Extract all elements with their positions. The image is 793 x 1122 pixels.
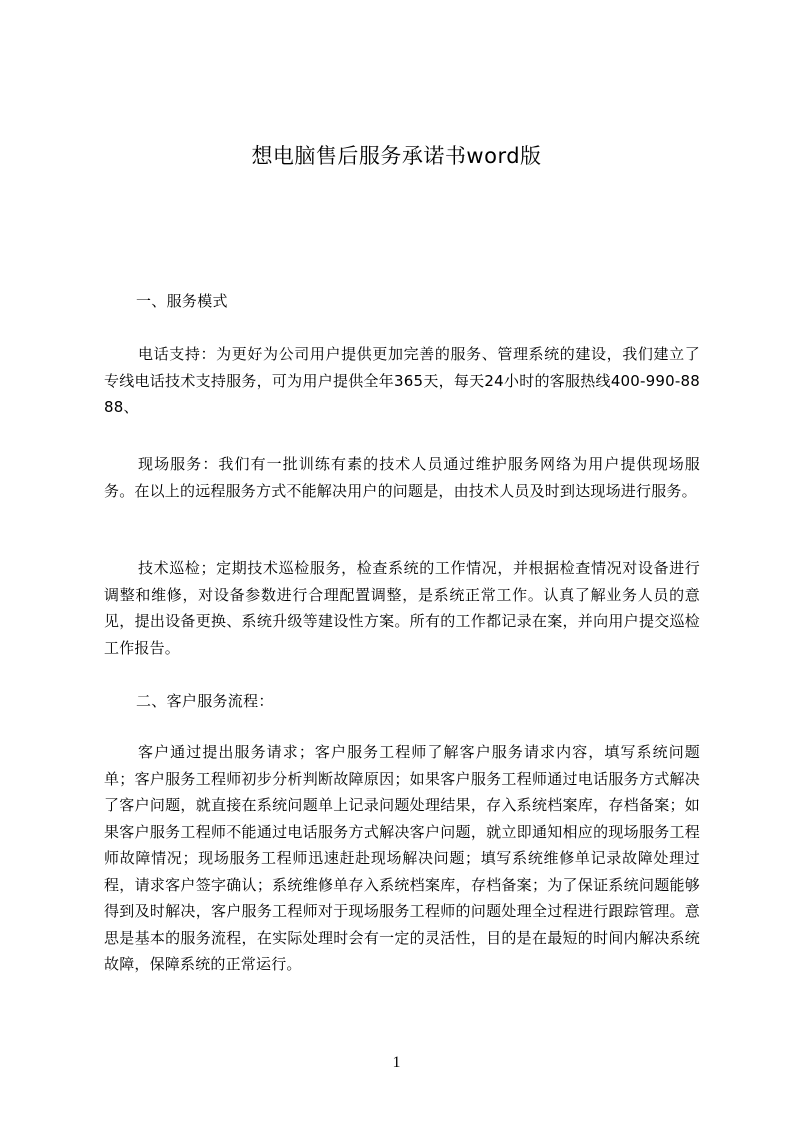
paragraph-technical-inspection: 技术巡检；定期技术巡检服务，检查系统的工作情况，并根据检查情况对设备进行调整和维修，对设备参数进行合理配置调整，是系统正常工作。认真了解业务人员的意见，提出设备更换、系统升级等建设性方案。所有的工作都记录在案，并向用户提交巡检工作报告。 [104, 559, 700, 657]
paragraph-onsite-service: 现场服务：我们有一批训练有素的技术人员通过维护服务网络为用户提供现场服务。在以上的远程服务方式不能解决用户的问题是，由技术人员及时到达现场进行服务。 [104, 455, 700, 500]
page-number: 1 [392, 1054, 401, 1071]
paragraph-service-process: 客户通过提出服务请求；客户服务工程师了解客户服务请求内容，填写系统问题单；客户服务工程师初步分析判断故障原因；如果客户服务工程师通过电话服务方式解决了客户问题，就直接在系统问题单上记录问题处理结果，存入系统档案库，存档备案；如果客户服务工程师不能通过电话服务方式解决客户问题，就立即通知相应的现场服务工程师故障情况；现场服务工程师迅速赶赴现场解决问题；填写系统维修单记录故障处理过程，请求客户签字确认；系统维修单存入系统档案库，存档备案；为了保证系统问题能够得到及时解决，客户服务工程师对于现场服务工程师的问题处理全过程进行跟踪管理。意思是基本的服务流程，在实际处理时会有一定的灵活性，目的是在最短的时间内解决系统故障，保障系统的正常运行。 [104, 743, 700, 973]
section-heading-service-mode: 一、服务模式 [136, 292, 228, 310]
document-title: 想电脑售后服务承诺书word版 [251, 144, 542, 168]
section-heading-service-process: 二、客户服务流程： [136, 692, 274, 710]
paragraph-phone-support: 电话支持：为更好为公司用户提供更加完善的服务、管理系统的建设，我们建立了专线电话技术支持服务，可为用户提供全年365天，每天24小时的客服热线400-990-8888、 [104, 345, 700, 416]
